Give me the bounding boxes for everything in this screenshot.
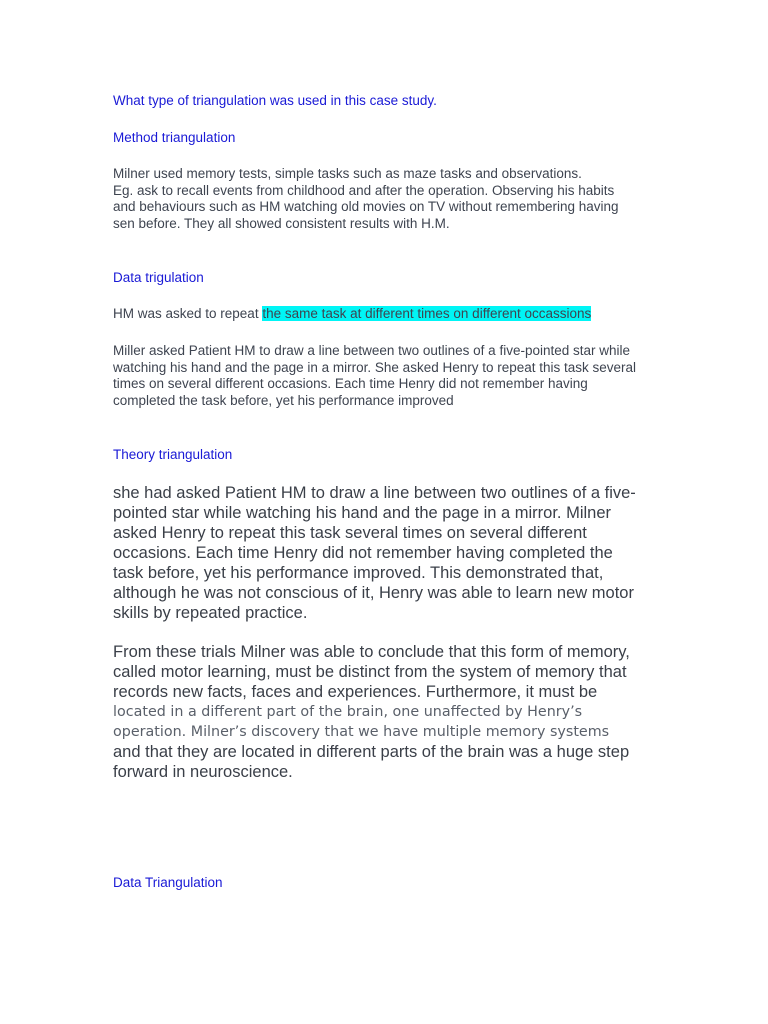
trials-line: located in a different part of the brain, one unaffected by Henry’s: [113, 704, 583, 720]
trials-line: operation. Milner’s discovery that we have multiple memory systems: [113, 724, 610, 740]
trials-line: and that they are located in different parts of the brain was a huge step: [113, 743, 630, 761]
method-line: Eg. ask to recall events from childhood and after the operation. Observing his habits: [113, 182, 615, 198]
theory-line: asked Henry to repeat this task several times on several different: [113, 524, 587, 542]
method-triangulation-heading: Method triangulation: [113, 130, 236, 145]
theory-line: although he was not conscious of it, Henry was able to learn new motor: [113, 584, 634, 602]
data-trigulation-heading: Data trigulation: [113, 270, 204, 285]
hm-repeat-prefix: HM was asked to repeat: [113, 306, 263, 321]
theory-paragraph: [113, 483, 673, 623]
data-triangulation-heading: Data Triangulation: [113, 875, 223, 890]
method-line: sen before. They all showed consistent results with H.M.: [113, 215, 450, 231]
method-line: and behaviours such as HM watching old movies on TV without remembering having: [113, 199, 619, 214]
theory-line: she had asked Patient HM to draw a line between two outlines of a five-: [113, 484, 636, 502]
miller-paragraph: [113, 343, 653, 409]
hm-repeat-sentence: [113, 306, 713, 323]
miller-line: completed the task before, yet his performance improved: [113, 392, 454, 408]
method-paragraph: [113, 166, 653, 232]
trials-line: forward in neuroscience.: [113, 763, 293, 781]
miller-line: times on several different occasions. Each time Henry did not remember having: [113, 376, 588, 391]
theory-line: pointed star while watching his hand and the page in a mirror. Milner: [113, 504, 612, 522]
trials-line: records new facts, faces and experiences. Furthermore, it must be: [113, 683, 598, 701]
miller-line: Miller asked Patient HM to draw a line between two outlines of a five-pointed star while: [113, 343, 631, 358]
trials-line: called motor learning, must be distinct from the system of memory that: [113, 663, 627, 681]
theory-line: occasions. Each time Henry did not remember having completed the: [113, 544, 613, 562]
question-heading: What type of triangulation was used in this case study.: [113, 93, 437, 108]
miller-line: watching his hand and the page in a mirror. She asked Henry to repeat this task several: [113, 359, 637, 375]
highlighted-text: the same task at different times on different occassions: [262, 306, 592, 321]
theory-line: task before, yet his performance improved. This demonstrated that,: [113, 564, 604, 582]
theory-triangulation-heading: Theory triangulation: [113, 447, 233, 462]
trials-paragraph: [113, 642, 673, 782]
trials-line: From these trials Milner was able to conclude that this form of memory,: [113, 643, 630, 661]
theory-line: skills by repeated practice.: [113, 604, 308, 622]
method-line: Milner used memory tests, simple tasks such as maze tasks and observations.: [113, 166, 582, 181]
